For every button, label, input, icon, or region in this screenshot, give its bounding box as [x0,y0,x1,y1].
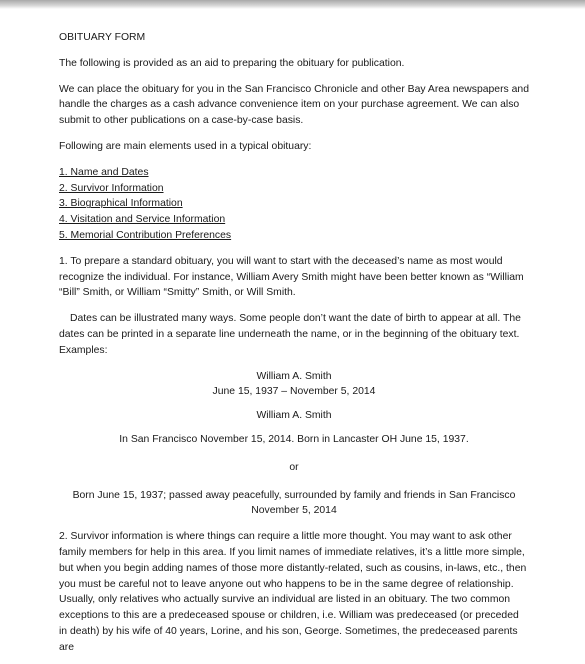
list-item: 5. Memorial Contribution Preferences [59,229,232,241]
example-2-text: In San Francisco November 15, 2014. Born in Lancaster OH June 15, 1937. [119,433,469,445]
document-page [59,30,529,656]
example-3-line-1: Born June 15, 1937; passed away peacefully, surrounded by family and friends in San Francisco [72,489,516,501]
or-separator: or [289,461,299,473]
example-1-name: William A. Smith [256,370,332,382]
elements-intro: Following are main elements used in a typical obituary: [59,140,312,152]
list-item: 4. Visitation and Service Information [59,214,226,226]
list-item: 2. Survivor Information [59,182,164,194]
dates-paragraph: Dates can be illustrated many ways. Some people don’t want the date of birth to appear at all. The dates can be printed in a separate line underneath the name, or in the beginning of the obituary text. Examples: [59,313,521,356]
example-2-name: William A. Smith [256,410,332,422]
list-item: 1. Name and Dates [59,166,149,178]
list-item: 3. Biographical Information [59,198,183,210]
survivor-paragraph: 2. Survivor information is where things can require a little more thought. You may want to ask other family members for help in this area. If you limit names of immediate relatives, it’s a little more simple, but when you begin adding names of those more distantly-related, such as cousins, in-laws, etc., then you must be careful not to leave anyone out who happens to be in the same degree of relationship. Usually, only relatives who actually survive an individual are listed in an obituary. The two common exceptions to this are a predeceased spouse or children, i.e. William was predeceased (or preceded in death) by his wife of 40 years, Lorine, and his son, George. Sometimes, the predeceased parents are [59,531,527,653]
name-paragraph: 1. To prepare a standard obituary, you will want to start with the deceased’s name as most would recognize the individual. For instance, William Avery Smith might have been better known as “William “Bill” Smith, or William “Smitty” Smith, or Will Smith. [59,255,524,299]
intro-paragraph: The following is provided as an aid to preparing the obituary for publication. [59,57,405,69]
placement-paragraph: We can place the obituary for you in the San Francisco Chronicle and other Bay Area newspapers and handle the charges as a cash advance convenience item on your purchase agreement. We can also submit to other publications on a case-by-case basis. [59,83,529,127]
example-1-dates: June 15, 1937 – November 5, 2014 [212,386,376,398]
example-3-line-2: November 5, 2014 [251,505,337,517]
document-title: OBITUARY FORM [59,32,146,43]
obituary-elements-list [59,165,529,244]
page-top-edge [0,0,585,9]
